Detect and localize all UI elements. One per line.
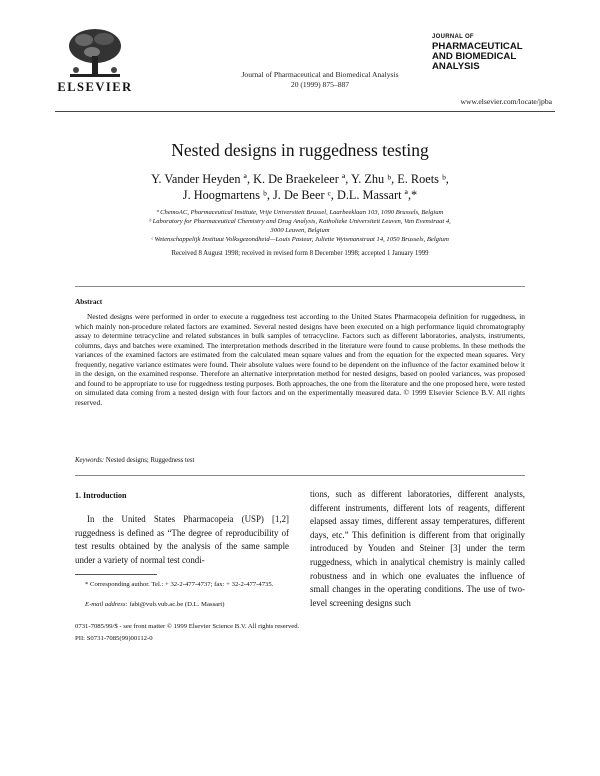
publisher-logo-text: ELSEVIER [57, 80, 133, 94]
authors-line-1: Y. Vander Heyden ª, K. De Braekeleer ª, Y. Zhu ᵇ, E. Roets ᵇ, [151, 172, 449, 186]
right-column-paragraph: tions, such as different laboratories, different analysts, different instruments, different lots of reagents, different elapsed assay times, different assay temperatures, different days, etc.” This definition is different from that originally introduced by Youden and Steiner [3] under the term ruggedness, which in analytical chemistry is mainly called robustness and in which one evaluates the influence of small changes in the operating conditions. The use of two-level screening designs such [310, 489, 525, 608]
abstract-heading: Abstract [75, 297, 103, 306]
abstract-text: Nested designs were performed in order to execute a ruggedness test according to the United States Pharmacopeia definition for ruggedness, in which mainly non-procedure related factors are examined. Several nested designs have been executed on a high performance liquid chromatography assay to determine tetracycline and related substances in bulk samples of tetracycline. Factors such as different laboratories, analysts, instruments, columns, days and batches were examined. The interpretation methods described in the literature were found to cause problems. In these methods the variances of the examined factors are estimated from the calculated mean square values and from the equation for the expected mean squares. Very frequently, negative variance estimates were found. Their absolute values were found to be dependent on the influence of the factor examined below it in the design, on the examined response. Therefore an alternative interpretation method for nested designs, based on pooled variances, was proposed and found to be appropriate to use for ruggedness testing purposes. Both approaches, the one from the literature and the one proposed here, were tested on simulated data coming from a nested design with four factors and on the experimentally measured data. © 1999 Elsevier Science B.V. All rights reserved. [75, 312, 525, 407]
section-heading-introduction: 1. Introduction [75, 491, 127, 500]
affiliation-c: ᶜ Wetenschappelijk Instituut Volksgezondheid—Louis Pasteur, Juliette Wytsmanstraat 14, 1050 Brussels, Belgium [151, 236, 449, 243]
left-column-paragraph: In the United States Pharmacopeia (USP) [1,2] ruggedness is defined as “The degree of reproducibility of test results obtained by the analysis of the same sample under a variety of normal test condi- [75, 514, 289, 565]
abstract-top-rule [75, 286, 525, 287]
journal-brand-block [432, 32, 552, 72]
email-value[interactable]: fabi@vub.vub.ac.be (D.L. Massart) [129, 601, 225, 608]
elsevier-tree-logo-icon [62, 26, 128, 80]
issn-line: 0731-7085/99/$ - see front matter © 1999 Elsevier Science B.V. All rights reserved. [75, 623, 300, 630]
authors-line-2: J. Hoogmartens ᵇ, J. De Beer ᶜ, D.L. Massart ª,* [182, 188, 418, 202]
header-rule [55, 111, 555, 112]
brand-line: ANALYSIS [432, 61, 480, 72]
article-title: Nested designs in ruggedness testing [171, 140, 429, 160]
volume-pages: 20 (1999) 875–887 [290, 80, 350, 89]
affiliation-b: ᵇ Laboratory for Pharmaceutical Chemistry and Drug Analysis, Katholieke Universiteit Leuven, Van Evenstraat 4, [149, 218, 451, 225]
footnote-email [75, 600, 289, 610]
affiliation-a: ª ChemoAC, Pharmaceutical Institute, Vrije Universiteit Brussel, Laarbeeklaan 103, 1090 Brussels, Belgium [156, 209, 444, 216]
email-label: E-mail address: [85, 601, 128, 608]
footnote-corresponding: * Corresponding author. Tel.: + 32-2-477-4737; fax: + 32-2-477-4735. [85, 581, 274, 588]
received-dates: Received 8 August 1998; received in revised form 8 December 1998; accepted 1 January 1999 [171, 250, 429, 257]
affiliation-b-cont: 3000 Leuven, Belgium [270, 227, 330, 234]
keywords [75, 457, 525, 464]
journal-name: Journal of Pharmaceutical and Biomedical Analysis [241, 70, 399, 79]
pii-line: PII: S0731-7085(99)00112-0 [75, 635, 153, 642]
brand-line: AND BIOMEDICAL [432, 51, 517, 62]
journal-url[interactable]: www.elsevier.com/locate/jpba [460, 97, 552, 106]
keywords-label: Keywords: [75, 457, 105, 464]
keywords-value: Nested designs; Ruggedness test [105, 457, 195, 464]
brand-small-line: JOURNAL OF [432, 34, 474, 40]
brand-line: PHARMACEUTICAL [432, 41, 523, 52]
abstract-bottom-rule [75, 475, 525, 476]
footnote-rule [75, 574, 157, 575]
